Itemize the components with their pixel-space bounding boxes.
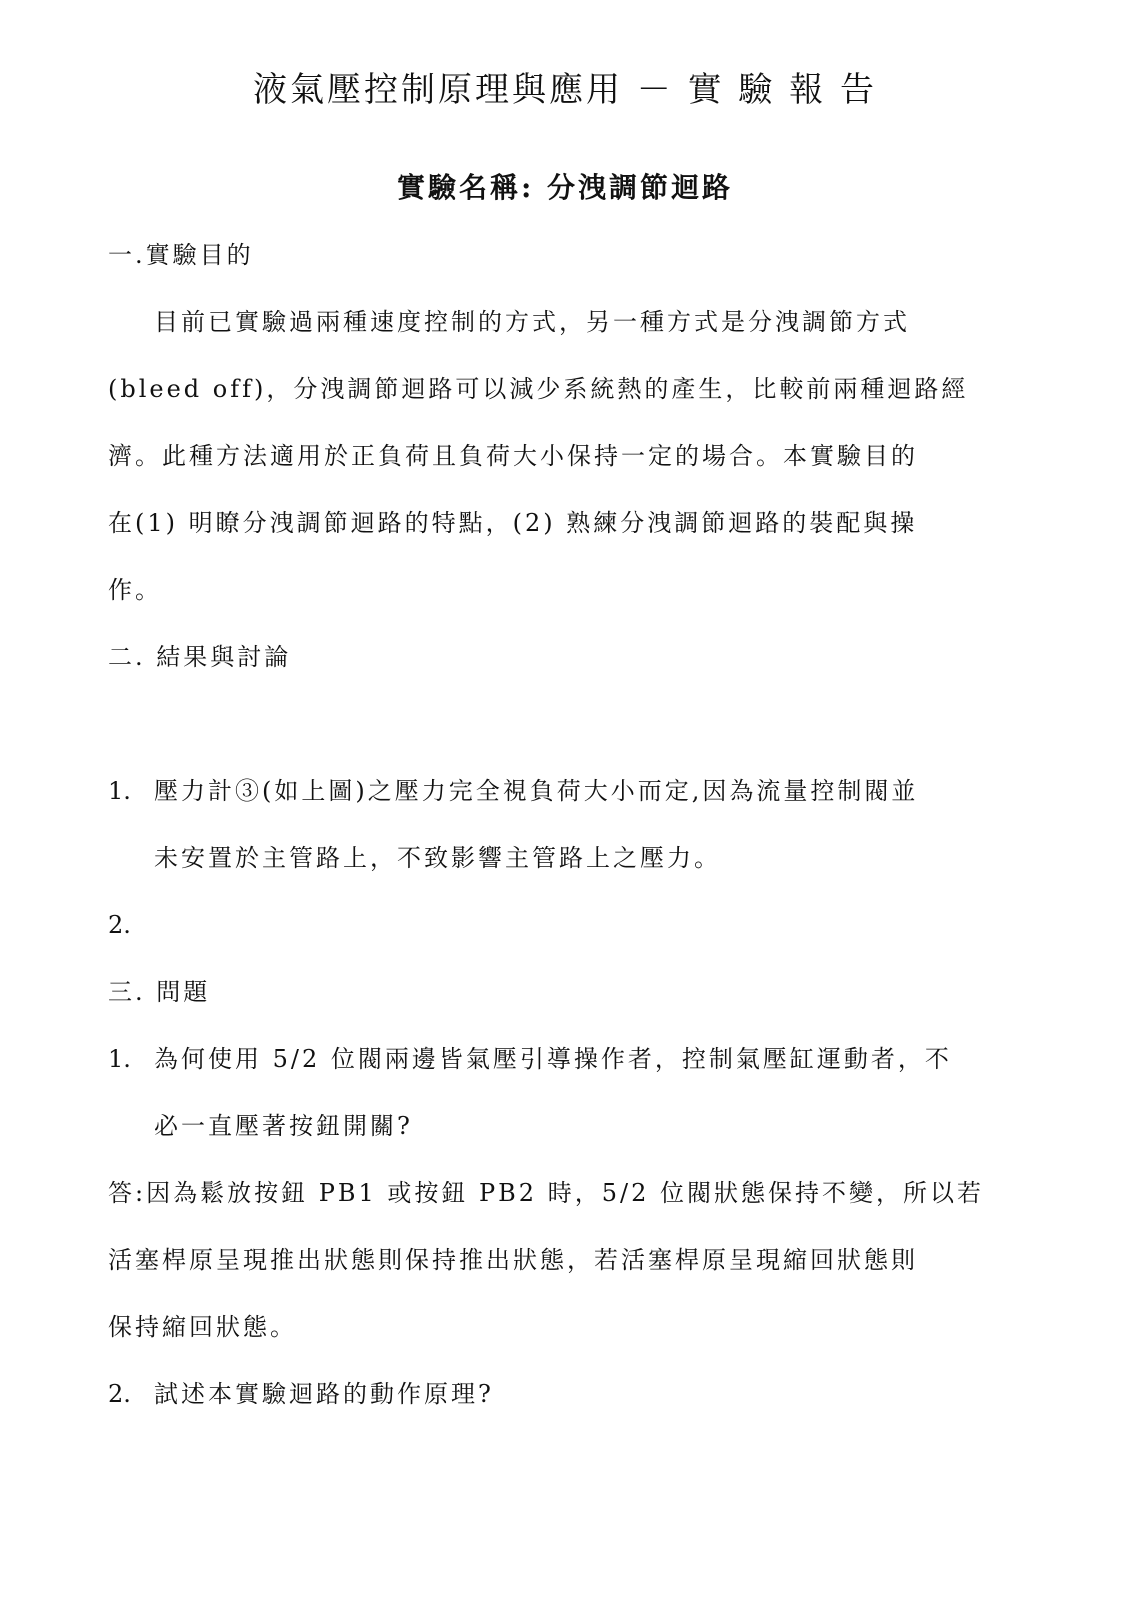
- section-heading-questions: 三. 問題: [108, 978, 211, 1006]
- result-item-2-number: 2.: [108, 911, 131, 939]
- question-2-text: 試述本實驗迴路的動作原理?: [154, 1380, 494, 1408]
- objective-line-4: 在(1) 明瞭分洩調節迴路的特點，(2) 熟練分洩調節迴路的裝配與操: [108, 509, 918, 537]
- objective-line-5: 作。: [108, 576, 162, 604]
- result-item-1-line-2: 未安置於主管路上，不致影響主管路上之壓力。: [154, 844, 721, 872]
- section-heading-objective: 一.實驗目的: [108, 241, 254, 269]
- objective-line-2: (bleed off)，分洩調節迴路可以減少系統熱的產生，比較前兩種迴路經: [108, 375, 969, 403]
- question-2-number: 2.: [108, 1380, 131, 1408]
- objective-line-1: 目前已實驗過兩種速度控制的方式，另一種方式是分洩調節方式: [154, 308, 910, 336]
- question-1-line-1: 為何使用 5/2 位閥兩邊皆氣壓引導操作者，控制氣壓缸運動者，不: [154, 1045, 952, 1073]
- section-heading-results: 二. 結果與討論: [108, 643, 292, 671]
- answer-1-line-3: 保持縮回狀態。: [108, 1313, 297, 1341]
- question-1-number: 1.: [108, 1045, 131, 1073]
- experiment-name: 實驗名稱: 分洩調節迴路: [396, 171, 734, 204]
- answer-1-line-1: 答:因為鬆放按鈕 PB1 或按鈕 PB2 時，5/2 位閥狀態保持不變，所以若: [108, 1179, 984, 1207]
- result-item-1-line-1: 壓力計③(如上圖)之壓力完全視負荷大小而定,因為流量控制閥並: [154, 777, 919, 805]
- report-title: 液氣壓控制原理與應用 － 實 驗 報 告: [252, 70, 878, 110]
- question-1-line-2: 必一直壓著按鈕開關?: [154, 1112, 413, 1140]
- result-item-1-number: 1.: [108, 777, 131, 805]
- answer-1-line-2: 活塞桿原呈現推出狀態則保持推出狀態，若活塞桿原呈現縮回狀態則: [108, 1246, 918, 1274]
- objective-line-3: 濟。此種方法適用於正負荷且負荷大小保持一定的場合。本實驗目的: [108, 442, 918, 470]
